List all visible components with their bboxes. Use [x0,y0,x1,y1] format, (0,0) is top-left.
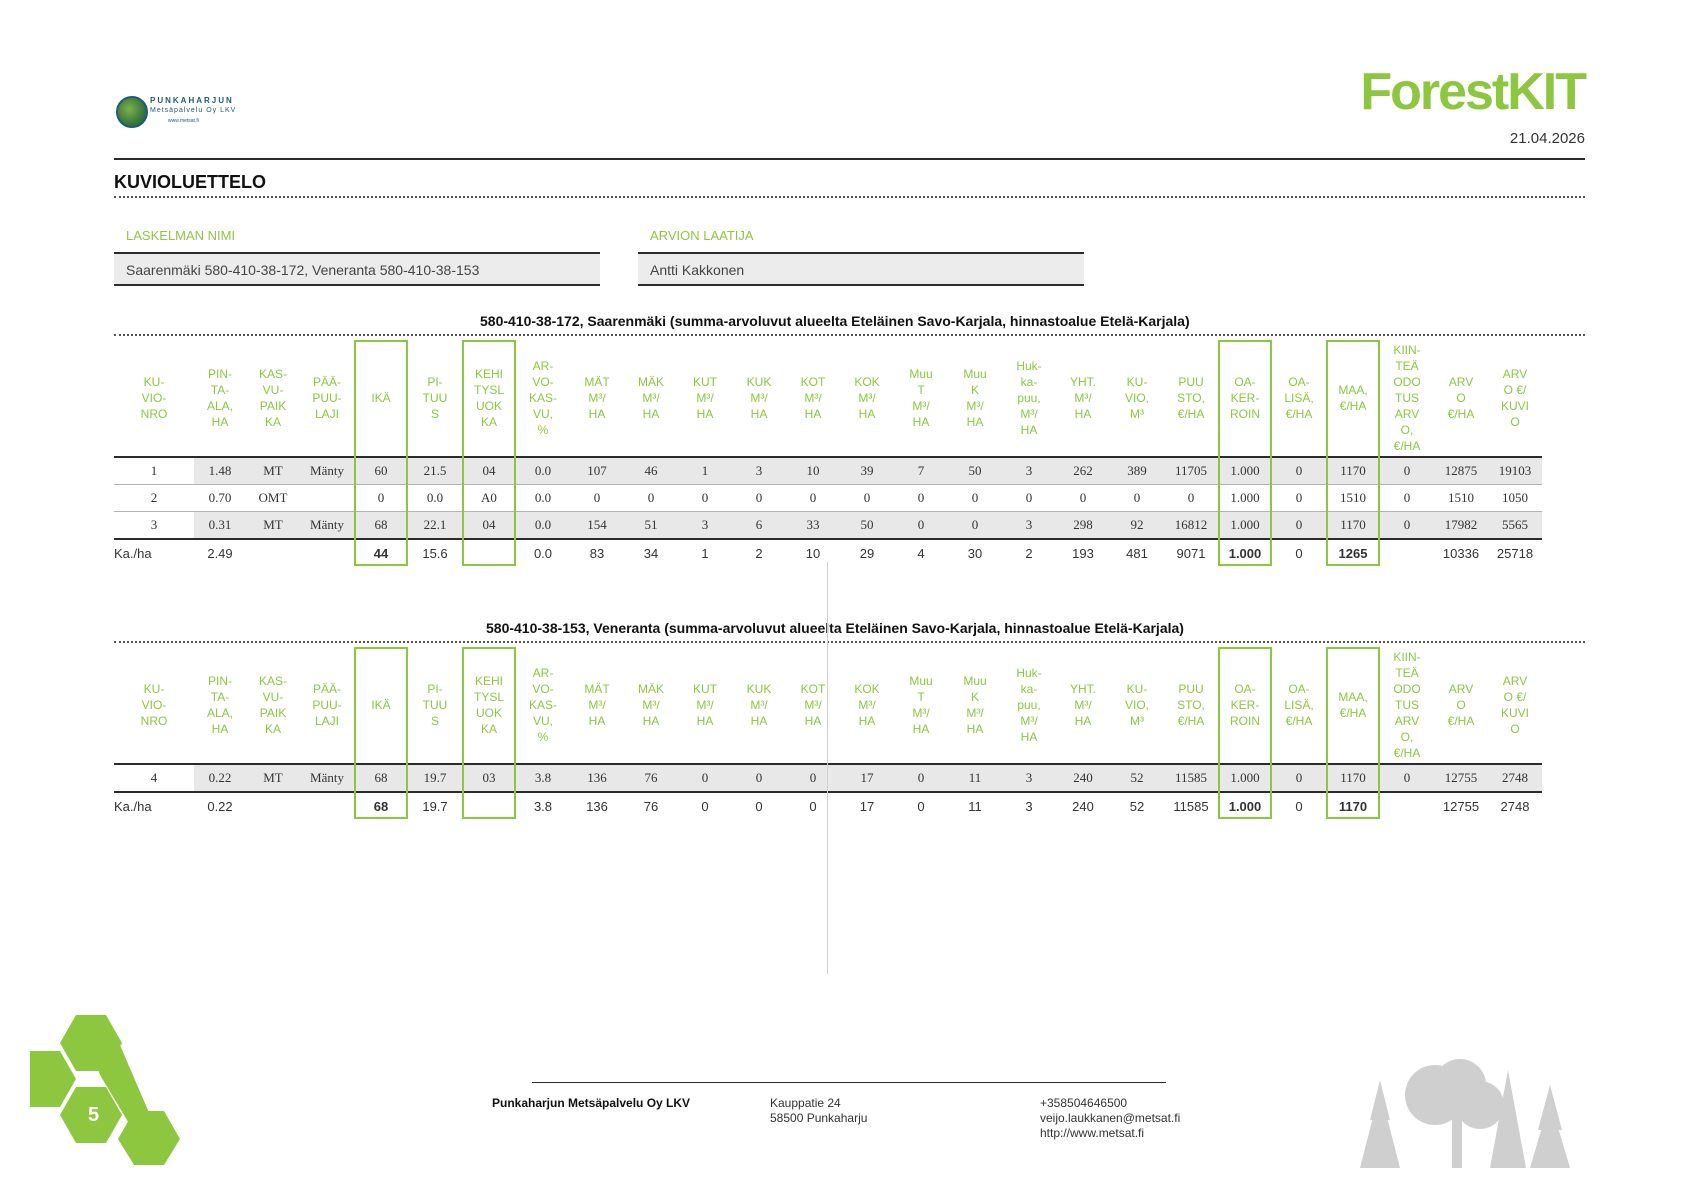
total-label: Ka./ha [114,792,194,819]
column-header-hukkapuu: Huk- ka- puu, M³/ HA [1002,647,1056,764]
cell-oa-kerroin: 1.000 [1218,457,1272,485]
column-header-kuvio-m3: KU- VIO, M³ [1110,647,1164,764]
cell-paapuulaji: Mänty [300,764,354,792]
cell-kehitysluokka: 04 [462,512,516,540]
cell-mak: 51 [624,512,678,540]
column-header-kuk: KUK M³/ HA [732,647,786,764]
total-label: Ka./ha [114,539,194,566]
column-header-oa-kerroin: OA- KER- ROIN [1218,340,1272,457]
appraiser-label: ARVION LAATIJA [650,228,754,243]
footer-contact [1040,1096,1180,1141]
brand-logo: ForestKIT [1360,63,1585,121]
company-mini-sub: Metsäpalvelu Oy LKV [150,107,237,114]
total-arvo-ha: 10336 [1434,539,1488,566]
cell-hukkapuu: 0 [1002,485,1056,512]
report-date: 21.04.2026 [1509,130,1585,147]
total-mat: 83 [570,539,624,566]
footer-address-city: 58500 Punkaharju [770,1111,868,1125]
cell-mak: 46 [624,457,678,485]
cell-kot: 0 [786,485,840,512]
cell-kuvio-m3: 389 [1110,457,1164,485]
cell-paapuulaji [300,485,354,512]
total-kehitysluokka [462,792,516,819]
total-hukkapuu: 3 [1002,792,1056,819]
column-header-kut: KUT M³/ HA [678,647,732,764]
cell-puusto: 0 [1164,485,1218,512]
cell-maa: 1170 [1326,764,1380,792]
total-pinta-ala: 0.22 [194,792,246,819]
total-arvokasvu: 0.0 [516,539,570,566]
column-header-arvokasvu: AR- VO- KAS- VU, % [516,647,570,764]
cell-arvokasvu: 0.0 [516,512,570,540]
table-row [114,512,1542,540]
cell-kok: 39 [840,457,894,485]
total-kehitysluokka [462,539,516,566]
total-kok: 17 [840,792,894,819]
column-header-pituus: PI- TUU S [408,340,462,457]
column-header-mat: MÄT M³/ HA [570,340,624,457]
column-header-oa-kerroin: OA- KER- ROIN [1218,647,1272,764]
stand-table-saarenmaki [114,340,1542,566]
column-header-kuvio-m3: KU- VIO, M³ [1110,340,1164,457]
total-oa-kerroin: 1.000 [1218,792,1272,819]
cell-mat: 0 [570,485,624,512]
cell-kot: 33 [786,512,840,540]
cell-muu-k: 0 [948,512,1002,540]
column-header-kasvupaikka: KAS- VU- PAIK KA [246,647,300,764]
total-mak: 34 [624,539,678,566]
total-ika: 68 [354,792,408,819]
cell-puusto: 11585 [1164,764,1218,792]
cell-kuvio-nro: 4 [114,764,194,792]
column-header-muu-k: Muu K M³/ HA [948,340,1002,457]
cell-kasvupaikka: MT [246,457,300,485]
column-header-arvo-kuvio: ARV O €/ KUVI O [1488,647,1542,764]
cell-muu-t: 0 [894,512,948,540]
cell-kuk: 0 [732,764,786,792]
total-kuvio-m3: 481 [1110,539,1164,566]
header-row [114,647,1542,764]
cell-mak: 0 [624,485,678,512]
page-fold-line [827,562,828,974]
cell-arvo-kuvio: 2748 [1488,764,1542,792]
total-kasvupaikka [246,539,300,566]
cell-puusto: 11705 [1164,457,1218,485]
cell-kuvio-m3: 0 [1110,485,1164,512]
total-maa: 1170 [1326,792,1380,819]
cell-hukkapuu: 3 [1002,764,1056,792]
header-row [114,340,1542,457]
total-ika: 44 [354,539,408,566]
company-mini-web: www.metsat.fi [168,118,199,124]
total-yht: 193 [1056,539,1110,566]
company-logo-icon [116,96,148,128]
cell-maa: 1170 [1326,457,1380,485]
footer-email[interactable]: veijo.laukkanen@metsat.fi [1040,1111,1181,1125]
cell-maa: 1170 [1326,512,1380,540]
table-row [114,485,1542,512]
section-dotted-divider [114,334,1585,336]
cell-puusto: 16812 [1164,512,1218,540]
page-title: KUVIOLUETTELO [114,172,266,192]
total-muu-k: 11 [948,792,1002,819]
cell-kut: 0 [678,764,732,792]
total-arvo-kuvio: 25718 [1488,539,1542,566]
column-header-pituus: PI- TUU S [408,647,462,764]
cell-kok: 17 [840,764,894,792]
column-header-kasvupaikka: KAS- VU- PAIK KA [246,340,300,457]
cell-pinta-ala: 1.48 [194,457,246,485]
column-header-kehitysluokka: KEHI TYSL UOK KA [462,647,516,764]
cell-kehitysluokka: 04 [462,457,516,485]
cell-kut: 3 [678,512,732,540]
column-header-kok: KOK M³/ HA [840,340,894,457]
cell-arvo-kuvio: 5565 [1488,512,1542,540]
total-puusto: 9071 [1164,539,1218,566]
cell-pinta-ala: 0.31 [194,512,246,540]
column-header-paapuulaji: PÄÄ- PUU- LAJI [300,340,354,457]
cell-hukkapuu: 3 [1002,512,1056,540]
cell-kut: 0 [678,485,732,512]
cell-muu-t: 0 [894,764,948,792]
total-row [114,539,1542,566]
cell-kiintea-odotus: 0 [1380,764,1434,792]
cell-ika: 68 [354,764,408,792]
column-header-puusto: PUU STO, €/HA [1164,340,1218,457]
stand-table-veneranta [114,647,1542,819]
cell-paapuulaji: Mänty [300,457,354,485]
total-kiintea-odotus [1380,792,1434,819]
footer-address-street: Kauppatie 24 [770,1096,841,1110]
column-header-maa: MAA, €/HA [1326,647,1380,764]
cell-pinta-ala: 0.70 [194,485,246,512]
cell-muu-k: 11 [948,764,1002,792]
cell-muu-k: 0 [948,485,1002,512]
column-header-oa-lisa: OA- LISÄ, €/HA [1272,340,1326,457]
cell-muu-t: 7 [894,457,948,485]
cell-yht: 240 [1056,764,1110,792]
column-header-ika: IKÄ [354,647,408,764]
cell-kehitysluokka: A0 [462,485,516,512]
column-header-muu-t: Muu T M³/ HA [894,647,948,764]
footer-address [770,1096,867,1126]
cell-kuvio-nro: 3 [114,512,194,540]
total-kasvupaikka [246,792,300,819]
cell-kuvio-nro: 2 [114,485,194,512]
cell-kasvupaikka: OMT [246,485,300,512]
appraiser-field: Antti Kakkonen [638,252,1084,286]
cell-hukkapuu: 3 [1002,457,1056,485]
total-arvo-kuvio: 2748 [1488,792,1542,819]
cell-kehitysluokka: 03 [462,764,516,792]
column-header-yht: YHT. M³/ HA [1056,340,1110,457]
total-maa: 1265 [1326,539,1380,566]
cell-mat: 154 [570,512,624,540]
forest-trees-icon [1340,1050,1580,1168]
column-header-kuvio-nro: KU- VIO- NRO [114,340,194,457]
cell-kuk: 6 [732,512,786,540]
total-kot: 10 [786,539,840,566]
column-header-kuk: KUK M³/ HA [732,340,786,457]
section-dotted-divider [114,641,1585,643]
cell-oa-lisa: 0 [1272,512,1326,540]
header-divider [114,158,1585,160]
column-header-puusto: PUU STO, €/HA [1164,647,1218,764]
cell-mak: 76 [624,764,678,792]
column-header-kok: KOK M³/ HA [840,647,894,764]
cell-kok: 50 [840,512,894,540]
cell-yht: 262 [1056,457,1110,485]
title-dotted-divider [114,196,1585,198]
cell-mat: 136 [570,764,624,792]
column-header-kehitysluokka: KEHI TYSL UOK KA [462,340,516,457]
cell-kiintea-odotus: 0 [1380,485,1434,512]
cell-pituus: 0.0 [408,485,462,512]
column-header-arvokasvu: AR- VO- KAS- VU, % [516,340,570,457]
total-kuk: 0 [732,792,786,819]
column-header-paapuulaji: PÄÄ- PUU- LAJI [300,647,354,764]
total-mak: 76 [624,792,678,819]
cell-mat: 107 [570,457,624,485]
total-kok: 29 [840,539,894,566]
column-header-kuvio-nro: KU- VIO- NRO [114,647,194,764]
cell-kuk: 3 [732,457,786,485]
cell-arvo-ha: 17982 [1434,512,1488,540]
cell-kasvupaikka: MT [246,512,300,540]
cell-kot: 0 [786,764,840,792]
cell-arvo-ha: 12875 [1434,457,1488,485]
cell-oa-kerroin: 1.000 [1218,485,1272,512]
column-header-arvo-ha: ARV O €/HA [1434,647,1488,764]
total-muu-t: 0 [894,792,948,819]
column-header-kut: KUT M³/ HA [678,340,732,457]
column-header-oa-lisa: OA- LISÄ, €/HA [1272,647,1326,764]
cell-oa-kerroin: 1.000 [1218,512,1272,540]
cell-kot: 10 [786,457,840,485]
calc-name-label: LASKELMAN NIMI [126,228,236,243]
cell-paapuulaji: Mänty [300,512,354,540]
column-header-mak: MÄK M³/ HA [624,340,678,457]
cell-kuk: 0 [732,485,786,512]
cell-kuvio-m3: 92 [1110,512,1164,540]
total-puusto: 11585 [1164,792,1218,819]
column-header-ika: IKÄ [354,340,408,457]
total-arvokasvu: 3.8 [516,792,570,819]
total-kut: 1 [678,539,732,566]
total-pituus: 19.7 [408,792,462,819]
total-kuvio-m3: 52 [1110,792,1164,819]
cell-kuvio-m3: 52 [1110,764,1164,792]
total-pituus: 15.6 [408,539,462,566]
total-arvo-ha: 12755 [1434,792,1488,819]
cell-oa-lisa: 0 [1272,764,1326,792]
total-row [114,792,1542,819]
company-logo-text [150,96,236,126]
section-title-saarenmaki: 580-410-38-172, Saarenmäki (summa-arvoluvut alueelta Eteläinen Savo-Karjala, hinnastoalue Etelä-Karjala) [480,313,1190,329]
section-title-veneranta: 580-410-38-153, Veneranta (summa-arvoluvut alueelta Eteläinen Savo-Karjala, hinnastoalue Etelä-Karjala) [486,620,1184,636]
total-hukkapuu: 2 [1002,539,1056,566]
total-mat: 136 [570,792,624,819]
total-yht: 240 [1056,792,1110,819]
cell-arvokasvu: 3.8 [516,764,570,792]
cell-arvokasvu: 0.0 [516,457,570,485]
cell-kiintea-odotus: 0 [1380,512,1434,540]
cell-oa-kerroin: 1.000 [1218,764,1272,792]
cell-oa-lisa: 0 [1272,485,1326,512]
cell-pituus: 19.7 [408,764,462,792]
cell-ika: 68 [354,512,408,540]
cell-maa: 1510 [1326,485,1380,512]
column-header-mak: MÄK M³/ HA [624,647,678,764]
cell-muu-k: 50 [948,457,1002,485]
cell-muu-t: 0 [894,485,948,512]
total-kiintea-odotus [1380,539,1434,566]
total-paapuulaji [300,539,354,566]
cell-ika: 0 [354,485,408,512]
cell-yht: 0 [1056,485,1110,512]
cell-arvokasvu: 0.0 [516,485,570,512]
column-header-muu-t: Muu T M³/ HA [894,340,948,457]
cell-kok: 0 [840,485,894,512]
page-number: 5 [88,1104,100,1126]
cell-yht: 298 [1056,512,1110,540]
footer-phone: +358504646500 [1040,1096,1128,1110]
cell-pituus: 21.5 [408,457,462,485]
cell-kut: 1 [678,457,732,485]
column-header-kiintea-odotus: KIIN- TEÄ ODO TUS ARV O, €/HA [1380,340,1434,457]
column-header-kiintea-odotus: KIIN- TEÄ ODO TUS ARV O, €/HA [1380,647,1434,764]
cell-kiintea-odotus: 0 [1380,457,1434,485]
cell-arvo-kuvio: 1050 [1488,485,1542,512]
footer-company: Punkaharjun Metsäpalvelu Oy LKV [492,1096,691,1110]
total-oa-lisa: 0 [1272,539,1326,566]
total-kuk: 2 [732,539,786,566]
cell-ika: 60 [354,457,408,485]
column-header-pinta-ala: PIN- TA- ALA, HA [194,340,246,457]
total-paapuulaji [300,792,354,819]
column-header-arvo-ha: ARV O €/HA [1434,340,1488,457]
total-muu-k: 30 [948,539,1002,566]
cell-oa-lisa: 0 [1272,457,1326,485]
calc-name-field: Saarenmäki 580-410-38-172, Veneranta 580-410-38-153 [114,252,600,286]
total-kut: 0 [678,792,732,819]
table-row [114,457,1542,485]
column-header-mat: MÄT M³/ HA [570,647,624,764]
column-header-hukkapuu: Huk- ka- puu, M³/ HA [1002,340,1056,457]
column-header-kot: KOT M³/ HA [786,647,840,764]
table-row [114,764,1542,792]
cell-kuvio-nro: 1 [114,457,194,485]
footer-web-link[interactable]: http://www.metsat.fi [1040,1126,1145,1140]
hexagon-decoration-icon [30,1015,190,1165]
cell-arvo-ha: 12755 [1434,764,1488,792]
total-kot: 0 [786,792,840,819]
company-mini-name: PUNKAHARJUN [150,96,234,105]
column-header-arvo-kuvio: ARV O €/ KUVI O [1488,340,1542,457]
cell-arvo-ha: 1510 [1434,485,1488,512]
footer-divider [532,1082,1166,1083]
total-pinta-ala: 2.49 [194,539,246,566]
column-header-pinta-ala: PIN- TA- ALA, HA [194,647,246,764]
total-muu-t: 4 [894,539,948,566]
cell-pituus: 22.1 [408,512,462,540]
cell-pinta-ala: 0.22 [194,764,246,792]
column-header-kot: KOT M³/ HA [786,340,840,457]
column-header-yht: YHT. M³/ HA [1056,647,1110,764]
cell-arvo-kuvio: 19103 [1488,457,1542,485]
total-oa-kerroin: 1.000 [1218,539,1272,566]
column-header-muu-k: Muu K M³/ HA [948,647,1002,764]
column-header-maa: MAA, €/HA [1326,340,1380,457]
cell-kasvupaikka: MT [246,764,300,792]
total-oa-lisa: 0 [1272,792,1326,819]
